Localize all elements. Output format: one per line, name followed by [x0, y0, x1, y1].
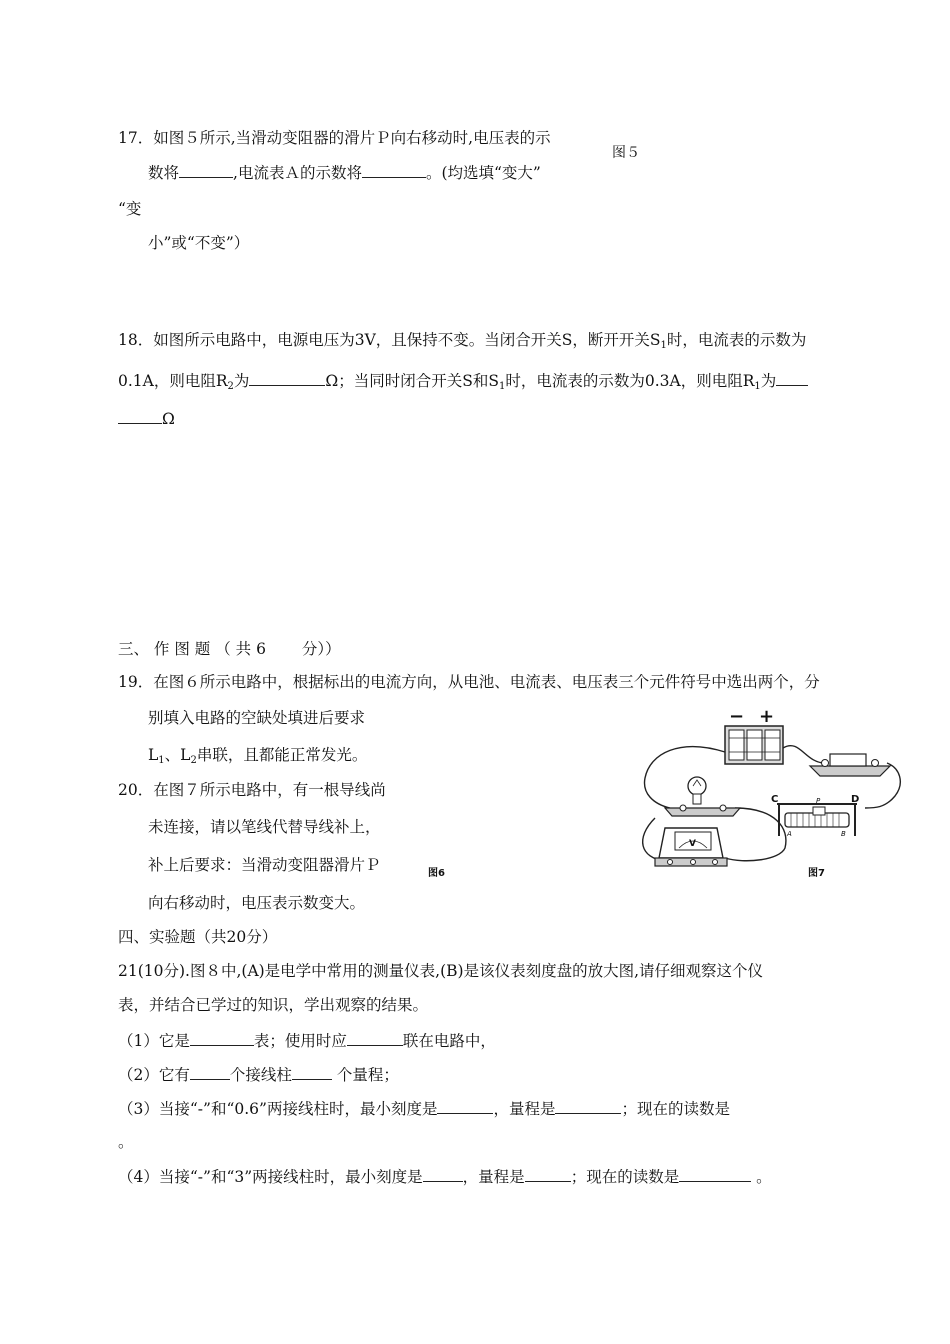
- battery-plus-label: +: [759, 708, 775, 727]
- q17-text-b: ,电流表Ａ的示数将: [233, 164, 362, 182]
- q19-text-3a: L: [148, 746, 159, 764]
- q17-blank-2[interactable]: [362, 162, 426, 178]
- q19-text-3c: 串联，且都能正常发光。: [196, 746, 368, 764]
- wire-lamp-to-rheostat: [725, 808, 786, 861]
- q20-line4: 向右移动时，电压表示数变大。: [148, 894, 366, 912]
- q21-part1-c: 联在电路中，: [402, 1032, 496, 1050]
- q21-part4: [118, 1166, 772, 1187]
- q18-sub-r2: 2: [227, 381, 234, 392]
- q21-line2: 表，并结合已学过的知识，学出观察的结果。: [118, 996, 429, 1014]
- fig7-label: 图7: [808, 868, 825, 879]
- q21-part1: [118, 1030, 496, 1051]
- wire-battery-to-switch: [783, 746, 825, 763]
- q21-part3: [118, 1098, 730, 1119]
- q18-sub-s1b: 1: [499, 381, 506, 392]
- q21-blank-min-scale-3[interactable]: [423, 1166, 463, 1182]
- q21-part4-c: ；现在的读数是: [570, 1168, 680, 1186]
- q18-line2: [118, 370, 808, 391]
- q21-part2-b: 个接线柱: [229, 1066, 292, 1084]
- q17-line2: [148, 162, 541, 183]
- q21-part1-b: 表；使用时应: [253, 1032, 347, 1050]
- q18-text-2a: 0.1A，则电阻R: [118, 372, 228, 390]
- q21-part3-a: （3）当接“-”和“0.6”两接线柱时，最小刻度是: [118, 1100, 438, 1118]
- q21-part4-d: 。: [751, 1168, 772, 1186]
- q19-sub-l1: 1: [158, 755, 165, 766]
- q21-blank-connection[interactable]: [347, 1030, 403, 1046]
- q20-line1: 20．在图７所示电路中，有一根导线尚: [118, 781, 386, 799]
- q18-text-2c: Ω；当同时闭合开关S和S: [325, 372, 499, 390]
- rheostat-end-a: A: [787, 830, 792, 838]
- q21-part2: [118, 1064, 399, 1085]
- fig5-label: 图５: [612, 145, 640, 161]
- rheostat-end-b: B: [841, 830, 846, 838]
- q18-blank-r1-part1[interactable]: [776, 370, 808, 386]
- q17-text-a: 数将: [148, 164, 180, 182]
- q18-sub-s1: 1: [660, 340, 667, 351]
- q17-text-c: 。(均选填“变大”: [425, 164, 541, 182]
- circuit-illustration: [625, 708, 925, 883]
- q21-blank-range-3[interactable]: [525, 1166, 571, 1182]
- q21-blank-reading-3[interactable]: [679, 1166, 751, 1182]
- q18-line1: [118, 330, 806, 350]
- q18-sub-r1: 1: [754, 381, 761, 392]
- q18-text-1: 18．如图所示电路中，电源电压为3V，且保持不变。当闭合开关S，断开开关S: [118, 331, 661, 349]
- voltmeter-symbol: V: [689, 839, 696, 849]
- q17-line4: 小”或“不变”）: [148, 234, 250, 252]
- battery-minus-label: −: [729, 708, 745, 727]
- q21-part3-c: ；现在的读数是: [621, 1100, 730, 1118]
- section3-title: 三、 作 图 题 （ 共 6 分））: [118, 640, 341, 658]
- q21-part3-end: 。: [118, 1133, 134, 1151]
- q21-part3-b: ，量程是: [493, 1100, 556, 1118]
- q18-text-3: Ω: [162, 410, 175, 428]
- q20-line3: 补上后要求：当滑动变阻器滑片Ｐ: [148, 856, 381, 874]
- lamp-icon: [665, 777, 740, 816]
- rheostat-terminal-d: D: [851, 794, 860, 805]
- q21-blank-min-scale-06[interactable]: [437, 1098, 493, 1114]
- q21-line1: 21(10分).图８中,(A)是电学中常用的测量仪表,(B)是该仪表刻度盘的放大图,请仔细观察这个仪: [118, 962, 764, 980]
- wire-battery-to-lamp: [645, 747, 725, 808]
- q19-line1: 19．在图６所示电路中，根据标出的电流方向，从电池、电流表、电压表三个元件符号中选出两个，分: [118, 673, 820, 691]
- q19-text-3b: 、L: [164, 746, 191, 764]
- q21-part4-b: ，量程是: [462, 1168, 525, 1186]
- switch-icon: [810, 754, 890, 776]
- q18-text-2d: 时，电流表的示数为0.3A，则电阻R: [505, 372, 755, 390]
- battery-icon: [725, 726, 783, 764]
- q19-sub-l2: 2: [190, 755, 197, 766]
- q21-blank-range-06[interactable]: [555, 1098, 621, 1114]
- rheostat-terminal-c: C: [771, 794, 779, 805]
- q20-line2: 未连接，请以笔线代替导线补上，: [148, 818, 381, 836]
- section4-title: 四、实验题（共20分）: [118, 928, 278, 946]
- q18-line3: [118, 408, 175, 429]
- q21-blank-meter-type[interactable]: [190, 1030, 254, 1046]
- q21-blank-terminals[interactable]: [190, 1064, 230, 1080]
- q17-blank-1[interactable]: [179, 162, 233, 178]
- q19-line3: [148, 745, 367, 765]
- q21-part4-a: （4）当接“-”和“3”两接线柱时，最小刻度是: [118, 1168, 423, 1186]
- q18-blank-r1-part2[interactable]: [118, 408, 162, 424]
- rheostat-slider-p: P: [816, 797, 821, 805]
- q18-blank-r2[interactable]: [249, 370, 325, 386]
- q18-text-2b: 为: [233, 372, 250, 390]
- q18-text-2e: 为: [760, 372, 777, 390]
- fig6-label: 图6: [428, 868, 445, 879]
- q17-line1: 17．如图５所示,当滑动变阻器的滑片Ｐ向右移动时,电压表的示: [118, 129, 551, 147]
- q19-line2: 别填入电路的空缺处填进后要求: [148, 709, 366, 727]
- q17-line3: “变: [118, 200, 142, 218]
- q21-part1-a: （1）它是: [118, 1032, 190, 1050]
- q21-part2-a: （2）它有: [118, 1066, 190, 1084]
- q21-blank-ranges[interactable]: [292, 1064, 332, 1080]
- q21-part2-c: 个量程；: [331, 1066, 399, 1084]
- q18-text-1-end: 时，电流表的示数为: [666, 331, 807, 349]
